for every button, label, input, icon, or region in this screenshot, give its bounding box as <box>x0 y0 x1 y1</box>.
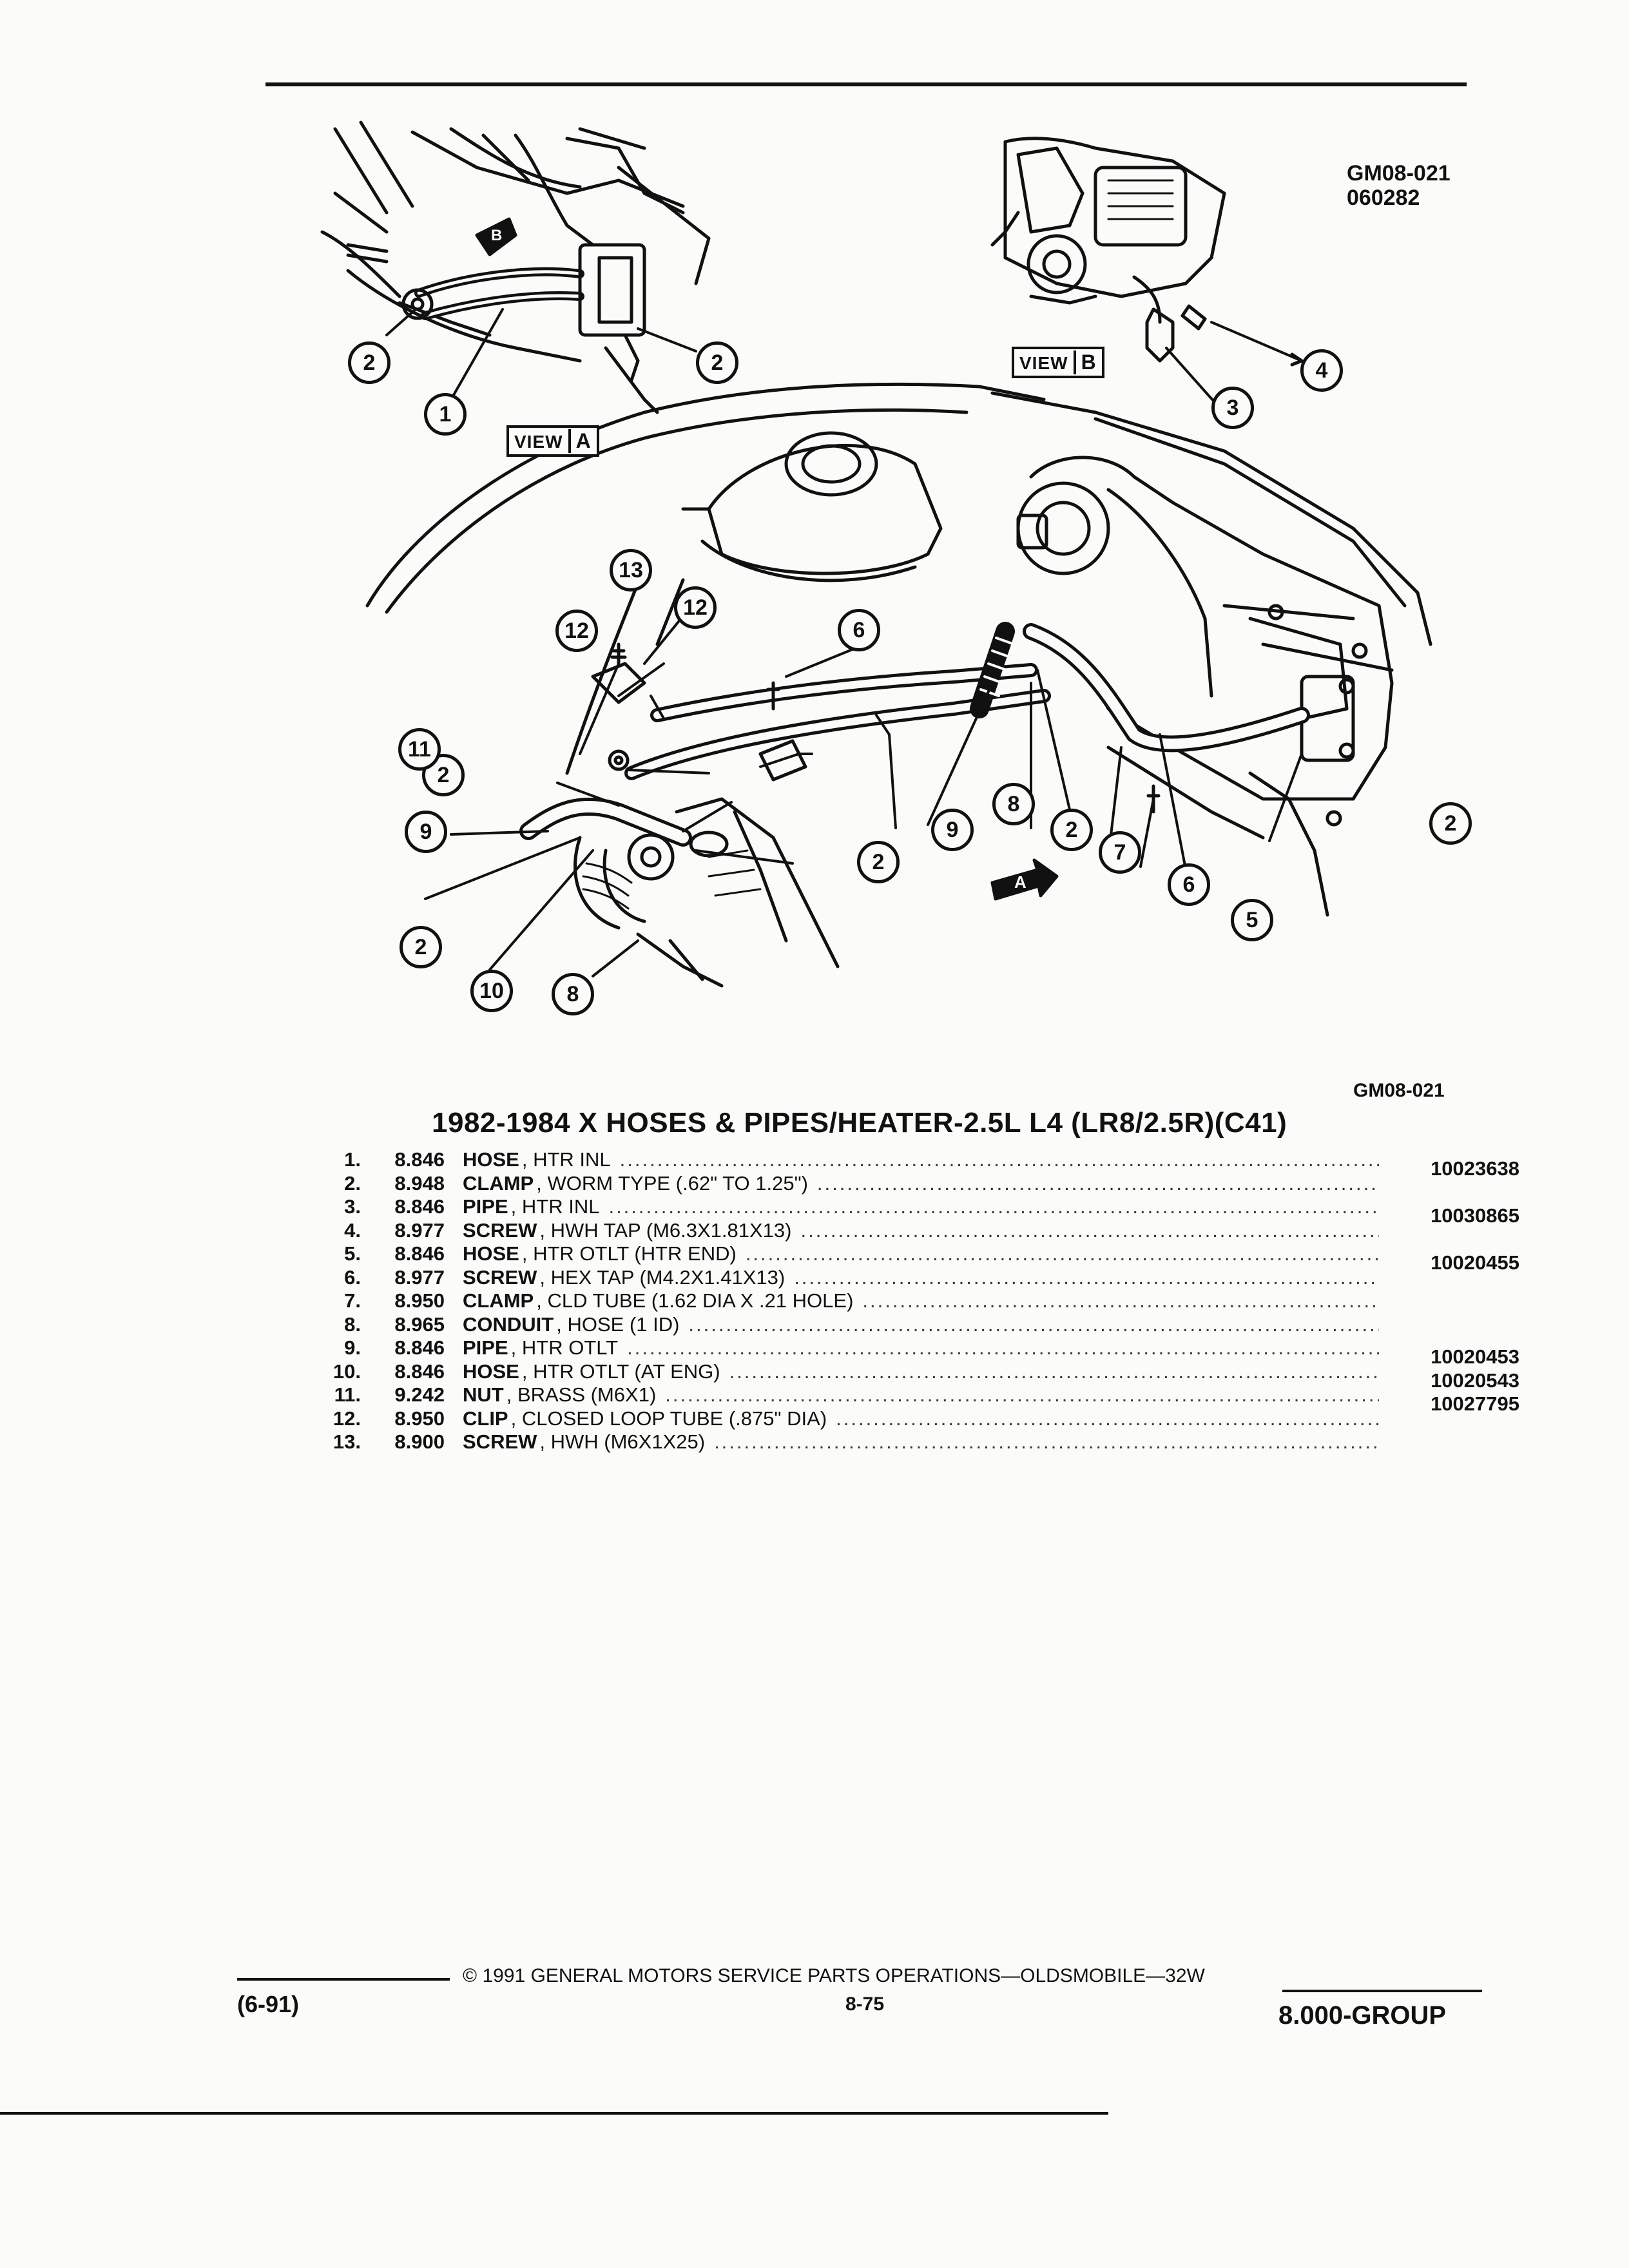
part-name: SCREW <box>463 1430 537 1453</box>
part-description: , HTR INL <box>510 1195 600 1218</box>
callout-9: 9 <box>405 811 447 853</box>
leader-dots <box>794 1266 1379 1290</box>
callout-8: 8 <box>552 973 594 1015</box>
figure-id-top: GM08-021 <box>1347 161 1451 186</box>
view-a-word: VIEW <box>514 432 563 452</box>
part-name: CONDUIT <box>463 1312 554 1336</box>
part-number: 10020455 <box>1431 1251 1519 1274</box>
group-code: 8.900 <box>394 1430 445 1453</box>
leader-dots <box>862 1289 1379 1313</box>
leader-dots <box>729 1360 1379 1384</box>
table-row <box>308 1172 1519 1196</box>
part-number: 10023638 <box>1431 1157 1519 1180</box>
group-code: 8.977 <box>394 1265 445 1289</box>
table-row <box>308 1383 1519 1415</box>
view-b-word: VIEW <box>1019 353 1068 373</box>
footer-rule-left <box>237 1978 450 1981</box>
callout-2: 2 <box>400 926 442 968</box>
group-code: 8.846 <box>394 1360 445 1383</box>
leader-dots <box>665 1383 1379 1407</box>
part-name: CLAMP <box>463 1171 534 1195</box>
figure-id-bottom: GM08-021 <box>1353 1080 1445 1101</box>
group-code: 8.948 <box>394 1171 445 1195</box>
callout-12: 12 <box>555 610 598 652</box>
item-number: 7. <box>344 1289 361 1312</box>
leader-dots <box>800 1219 1379 1243</box>
part-description: , HTR OTLT <box>510 1336 619 1359</box>
part-name: CLIP <box>463 1407 508 1430</box>
group-code: 9.242 <box>394 1383 445 1406</box>
table-row <box>308 1266 1519 1290</box>
leader-dots <box>620 1148 1379 1172</box>
part-name: PIPE <box>463 1195 508 1218</box>
item-number: 2. <box>344 1171 361 1195</box>
item-number: 12. <box>333 1407 361 1430</box>
leader-dots <box>608 1195 1379 1219</box>
footer-group: 8.000-GROUP <box>1278 2001 1447 2030</box>
leader-dots <box>836 1407 1379 1431</box>
bottom-rule <box>0 2112 1108 2115</box>
group-code: 8.965 <box>394 1312 445 1336</box>
part-description: , HTR INL <box>521 1148 611 1171</box>
callout-2: 2 <box>1050 809 1093 851</box>
table-row <box>308 1148 1519 1180</box>
table-row <box>308 1430 1519 1454</box>
part-description: , WORM TYPE (.62" TO 1.25") <box>536 1171 808 1195</box>
item-number: 8. <box>344 1312 361 1336</box>
main-engine-view <box>367 384 1431 986</box>
leader-dots <box>688 1313 1379 1337</box>
part-description: , HEX TAP (M4.2X1.41X13) <box>539 1265 786 1289</box>
table-row <box>308 1313 1519 1337</box>
table-row <box>308 1219 1519 1243</box>
item-number: 9. <box>344 1336 361 1359</box>
callout-2: 2 <box>422 754 465 796</box>
footer-revision: (6-91) <box>237 1991 300 2017</box>
item-number: 13. <box>333 1430 361 1453</box>
callout-2: 2 <box>696 341 738 384</box>
footer-page-number: 8-75 <box>845 1994 885 2015</box>
part-description: , HTR OTLT (AT ENG) <box>521 1360 720 1383</box>
callout-3: 3 <box>1211 387 1254 429</box>
part-description: , HWH TAP (M6.3X1.81X13) <box>539 1218 792 1242</box>
callout-9: 9 <box>931 809 974 851</box>
table-row <box>308 1242 1519 1274</box>
footer-copyright: © 1991 GENERAL MOTORS SERVICE PARTS OPERATIONS—OLDSMOBILE—32W <box>463 1965 1205 1986</box>
group-code: 8.846 <box>394 1195 445 1218</box>
group-code: 8.846 <box>394 1242 445 1265</box>
callout-2: 2 <box>1429 802 1472 845</box>
arrow-a-letter: A <box>1014 872 1027 892</box>
view-b-letter: B <box>1074 351 1097 374</box>
part-name: CLAMP <box>463 1289 534 1312</box>
parts-list <box>308 1148 1519 1454</box>
callout-5: 5 <box>1231 899 1273 941</box>
item-number: 10. <box>333 1360 361 1383</box>
callout-7: 7 <box>1099 831 1141 874</box>
callout-11: 11 <box>398 728 441 771</box>
item-number: 5. <box>344 1242 361 1265</box>
item-number: 11. <box>334 1383 361 1406</box>
item-number: 4. <box>344 1218 361 1242</box>
part-name: SCREW <box>463 1265 537 1289</box>
part-description: , BRASS (M6X1) <box>506 1383 657 1406</box>
table-row <box>308 1195 1519 1227</box>
part-number: 10027795 <box>1431 1392 1519 1415</box>
footer-rule-right <box>1282 1990 1482 1992</box>
part-name: PIPE <box>463 1336 508 1359</box>
part-description: , HWH (M6X1X25) <box>539 1430 706 1453</box>
leader-dots <box>746 1242 1379 1266</box>
callout-8: 8 <box>992 783 1035 825</box>
part-number: 10030865 <box>1431 1204 1519 1227</box>
callout-2: 2 <box>348 341 390 384</box>
callout-4: 4 <box>1300 349 1343 392</box>
part-description: , HTR OTLT (HTR END) <box>521 1242 737 1265</box>
figure-date-code: 060282 <box>1347 186 1420 210</box>
part-name: HOSE <box>463 1148 519 1171</box>
item-number: 6. <box>344 1265 361 1289</box>
view-a-label <box>506 425 599 457</box>
callout-2: 2 <box>857 841 900 883</box>
part-name: SCREW <box>463 1218 537 1242</box>
callout-10: 10 <box>470 970 513 1012</box>
table-row <box>308 1336 1519 1368</box>
part-description: , HOSE (1 ID) <box>556 1312 680 1336</box>
group-code: 8.950 <box>394 1407 445 1430</box>
part-name: NUT <box>463 1383 504 1406</box>
arrow-b-letter: B <box>491 227 503 244</box>
group-code: 8.977 <box>394 1218 445 1242</box>
part-description: , CLOSED LOOP TUBE (.875" DIA) <box>510 1407 827 1430</box>
callout-6: 6 <box>838 609 880 651</box>
group-code: 8.846 <box>394 1148 445 1171</box>
view-a-letter: A <box>568 429 592 453</box>
item-number: 1. <box>344 1148 361 1171</box>
leader-dots <box>714 1430 1379 1454</box>
group-code: 8.846 <box>394 1336 445 1359</box>
part-name: HOSE <box>463 1242 519 1265</box>
part-name: HOSE <box>463 1360 519 1383</box>
view-b-label <box>1012 347 1104 378</box>
callout-13: 13 <box>610 549 652 591</box>
parts-list-title: 1982-1984 X HOSES & PIPES/HEATER-2.5L L4 (LR8/2.5R)(C41) <box>432 1107 1287 1139</box>
item-number: 3. <box>344 1195 361 1218</box>
table-row <box>308 1289 1519 1313</box>
part-number: 10020543 <box>1431 1369 1519 1392</box>
callout-12: 12 <box>674 586 717 629</box>
leader-dots <box>817 1172 1379 1196</box>
callout-6: 6 <box>1168 863 1210 906</box>
part-description: , CLD TUBE (1.62 DIA X .21 HOLE) <box>536 1289 854 1312</box>
table-row <box>308 1407 1519 1431</box>
group-code: 8.950 <box>394 1289 445 1312</box>
callout-1: 1 <box>424 393 467 436</box>
leader-dots <box>627 1336 1379 1360</box>
table-row <box>308 1360 1519 1392</box>
part-number: 10020453 <box>1431 1345 1519 1368</box>
